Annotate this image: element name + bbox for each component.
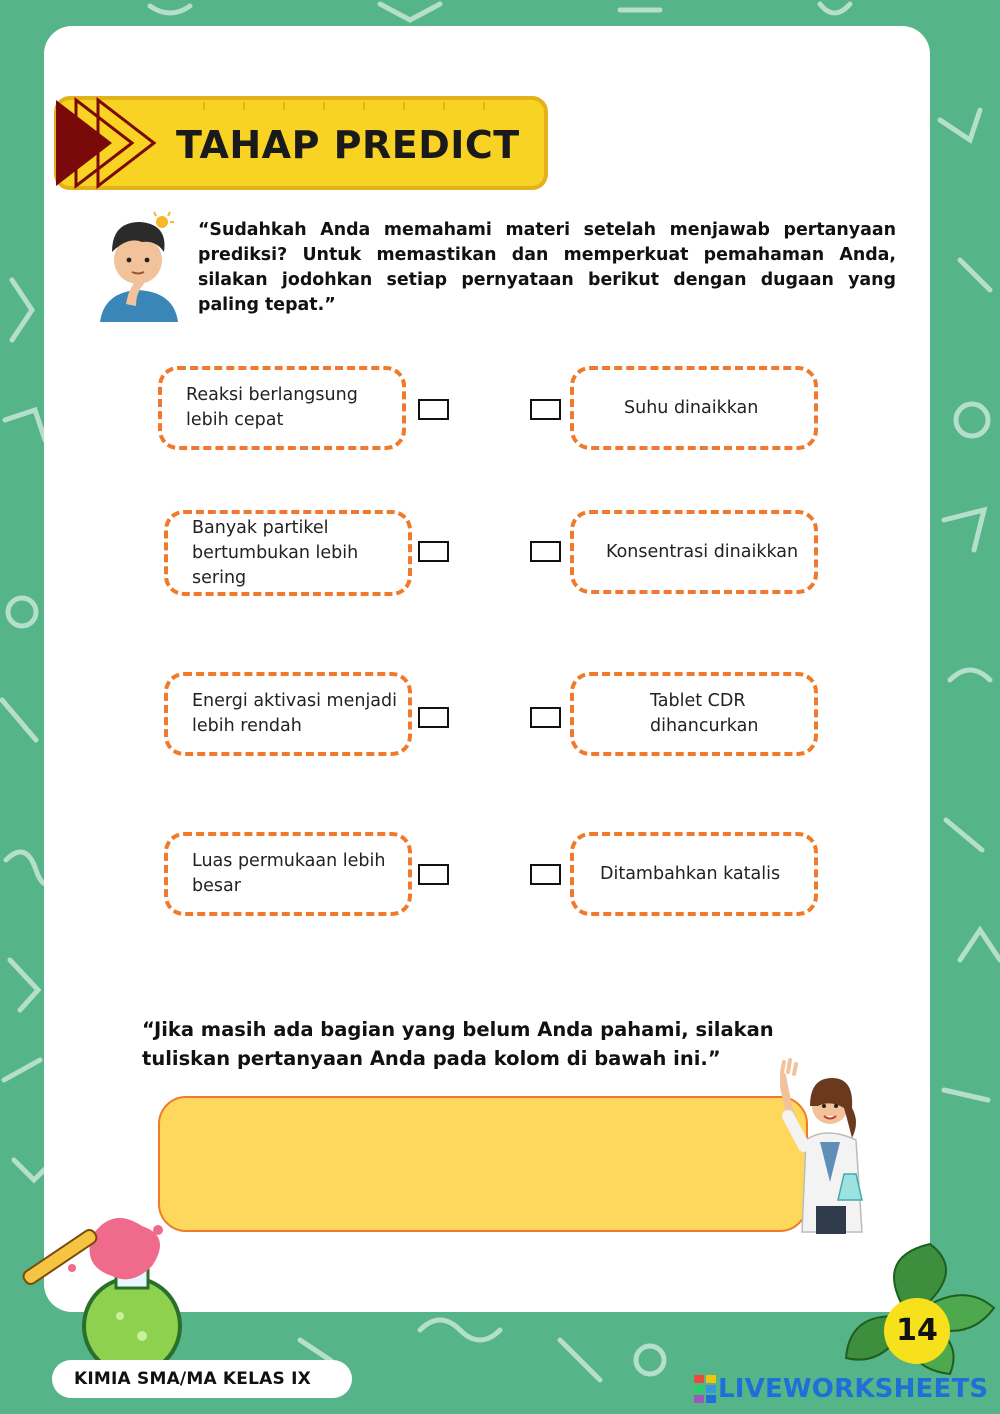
statement-card[interactable] [164,832,412,916]
scientist-illustration [780,1056,884,1236]
prediction-text: Suhu dinaikkan [624,397,759,418]
liveworksheets-icon [694,1375,716,1403]
match-connector-right[interactable] [530,399,561,420]
brand-name: LIVEWORKSHEETS [718,1374,989,1404]
page-title: TAHAP PREDICT [176,123,520,167]
match-connector-left[interactable] [418,707,449,728]
statement-card[interactable] [164,510,412,596]
question-prompt: “Jika masih ada bagian yang belum Anda pahami, silakan tuliskan pertanyaan Anda pada kolom di bawah ini.” [142,1018,774,1070]
prediction-card[interactable] [570,672,818,756]
statement-card[interactable] [158,366,406,450]
match-connector-right[interactable] [530,707,561,728]
instruction-text: “Sudahkah Anda memahami materi setelah menjawab pertanyaan prediksi? Untuk memastikan dan memperkuat pemahaman Anda, silakan jodohkan setiap pernyataan berikut dengan dugaan yang paling tepat.” [198,220,896,315]
footer-label: KIMIA SMA/MA KELAS IX [52,1360,352,1398]
match-connector-left[interactable] [418,541,449,562]
statement-text: Luas permukaan lebih besar [192,851,386,896]
match-connector-left[interactable] [418,399,449,420]
prediction-card[interactable] [570,510,818,594]
liveworksheets-logo[interactable] [694,1372,994,1406]
match-connector-right[interactable] [530,864,561,885]
statement-text: Energi aktivasi menjadi lebih rendah [192,691,398,736]
match-connector-left[interactable] [418,864,449,885]
statement-card[interactable] [164,672,412,756]
prediction-card[interactable] [570,366,818,450]
prediction-text: Ditambahkan katalis [600,863,781,884]
prediction-card[interactable] [570,832,818,916]
statement-text: Banyak partikel bertumbukan lebih sering [192,517,359,588]
question-answer-field[interactable] [158,1096,808,1232]
prediction-text: Konsentrasi dinaikkan [606,541,799,562]
prediction-text: Tablet CDR dihancurkan [650,691,759,736]
match-connector-right[interactable] [530,541,561,562]
page-number-badge: 14 [884,1298,950,1364]
flask-illustration [12,1206,192,1376]
statement-text: Reaksi berlangsung lebih cepat [186,385,358,430]
thinking-student-illustration [96,208,182,324]
